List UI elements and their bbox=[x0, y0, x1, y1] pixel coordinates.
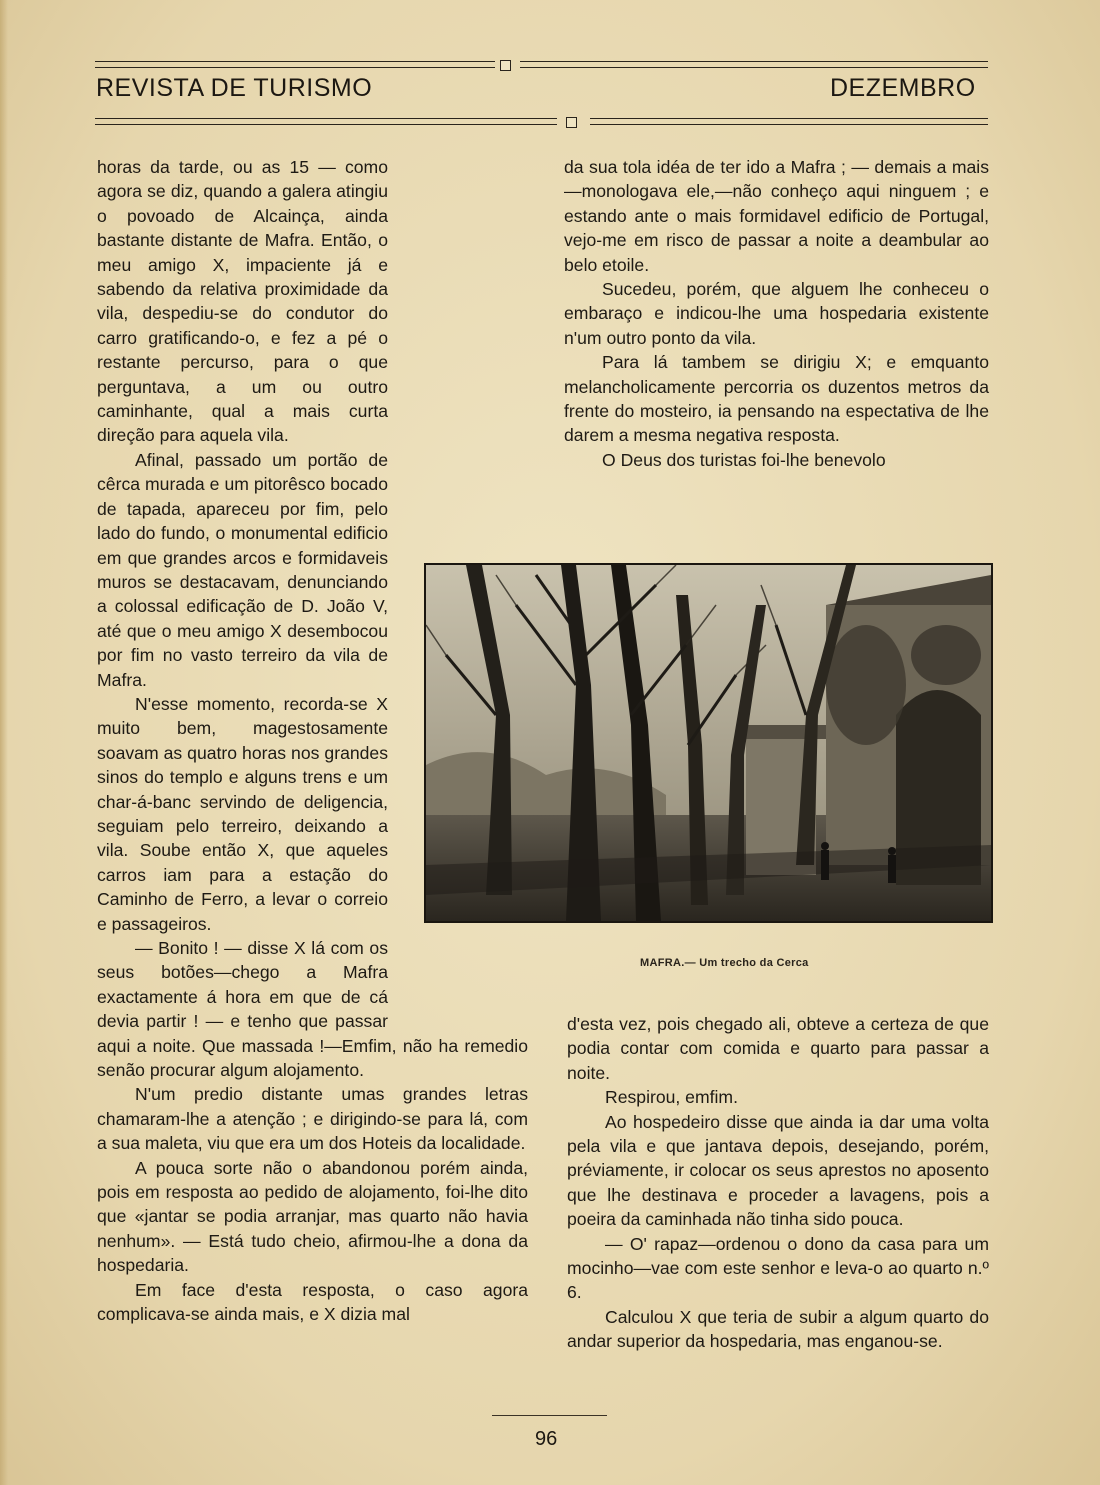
page-edge-shadow bbox=[0, 0, 8, 1485]
header-ornament-top bbox=[500, 60, 511, 71]
paragraph: O Deus dos turistas foi-lhe benevolo bbox=[602, 449, 886, 470]
magazine-title: REVISTA DE TURISMO bbox=[96, 74, 373, 102]
paragraph: Respirou, emfim. bbox=[605, 1087, 738, 1108]
footer-rule bbox=[492, 1415, 607, 1416]
paragraph: — O' rapaz—ordenou o dono da casa para um mocinho—vae com este senhor e leva-o ao quarto n.º 6. bbox=[567, 1233, 989, 1303]
paragraph: N'um predio distante umas grandes letras chamaram-lhe a atenção ; e dirigindo-se para lá, com a sua maleta, viu que era um dos Hoteis da localidade. bbox=[97, 1084, 528, 1154]
photo-mafra-cerca bbox=[424, 563, 993, 923]
paragraph: da sua tola idéa de ter ido a Mafra ; — demais a mais—monologava ele,—não conheço aqui ninguem ; e estando ante o mais formidavel edificio de Portugal, vejo-me em risco de passar a noite a deambular ao belo etoile. bbox=[564, 157, 989, 275]
paragraph: — Bonito ! — disse X lá com os seus botões—chego a Mafra exactamente á hora em que de cá devia partir ! — e tenho que passar aqui a noite. Que massada !—Emfim, não ha remedio senão procurar algum alojamento. bbox=[97, 938, 528, 1081]
header-bottom-rule-right bbox=[590, 118, 988, 125]
photo-image bbox=[426, 565, 991, 921]
right-column-bottom bbox=[567, 1012, 989, 1354]
photo-caption: MAFRA.— Um trecho da Cerca bbox=[640, 957, 809, 969]
paragraph: Ao hospedeiro disse que ainda ia dar uma volta pela vila e que jantava depois, desejando, porém, préviamente, ir colocar os seus aprestos no aposento que lhe destinava e proceder a lavagens, pois a poeira da caminhada não tinha sido pouca. bbox=[567, 1111, 989, 1230]
paragraph: Sucedeu, porém, que alguem lhe conheceu o embaraço e indicou-lhe uma hospedaria existente n'um outro ponto da vila. bbox=[564, 279, 989, 348]
paragraph: horas da tarde, ou as 15 — como agora se diz, quando a galera atingiu o povoado de Alcainça, ainda bastante distante de Mafra. Então, o meu amigo X, impaciente já e sabendo da relativa proximidade da vila, despediu-se do condutor do carro gratificando-o, e fez a pé o restante percurso, para o que perguntava, a um ou outro caminhante, qual a mais curta direção para aquela vila. bbox=[97, 157, 388, 446]
paragraph: Para lá tambem se dirigiu X; e emquanto melancholicamente percorria os duzentos metros da frente do mosteiro, ia pensando na espectativa de lhe darem a mesma negativa resposta. bbox=[564, 352, 989, 446]
right-column-top bbox=[564, 155, 989, 472]
paragraph: N'esse momento, recorda-se X muito bem, magestosamente soavam as quatro horas nos grandes sinos do templo e alguns trens e um char-á-banc servindo de deligencia, seguiam pelo terreiro, deixando a vila. Soube então X, que aqueles carros iam para a estação do Caminho de Ferro, a levar o correio e passageiros. bbox=[97, 693, 388, 934]
page-number: 96 bbox=[535, 1428, 558, 1450]
paragraph: A pouca sorte não o abandonou porém ainda, pois em resposta ao pedido de alojamento, foi-lhe dito que «jantar se podia arranjar, mas quarto não havia nenhum». — Está tudo cheio, afirmou-lhe a dona da hospedaria. bbox=[97, 1157, 528, 1276]
paragraph: Afinal, passado um portão de cêrca murada e um pitorêsco bocado de tapada, apareceu por fim, pelo lado do fundo, o monumental edificio em que grandes arcos e formidaveis muros se destacavam, denunciando a colossal edificação de D. João V, até que o meu amigo X desembocou por fim no vasto terreiro da vila de Mafra. bbox=[97, 449, 388, 690]
paragraph: Calculou X que teria de subir a algum quarto do andar superior da hospedaria, mas enganou-se. bbox=[567, 1306, 989, 1352]
header-top-rule-right bbox=[520, 61, 988, 68]
header-bottom-rule-left bbox=[95, 118, 557, 125]
issue-month: DEZEMBRO bbox=[830, 74, 976, 102]
paragraph: Em face d'esta resposta, o caso agora complicava-se ainda mais, e X dizia mal bbox=[97, 1279, 528, 1325]
paragraph: d'esta vez, pois chegado ali, obteve a certeza de que podia contar com comida e quarto para passar a noite. bbox=[567, 1014, 989, 1083]
header-top-rule-left bbox=[95, 61, 495, 68]
header-ornament-bottom bbox=[566, 117, 577, 128]
